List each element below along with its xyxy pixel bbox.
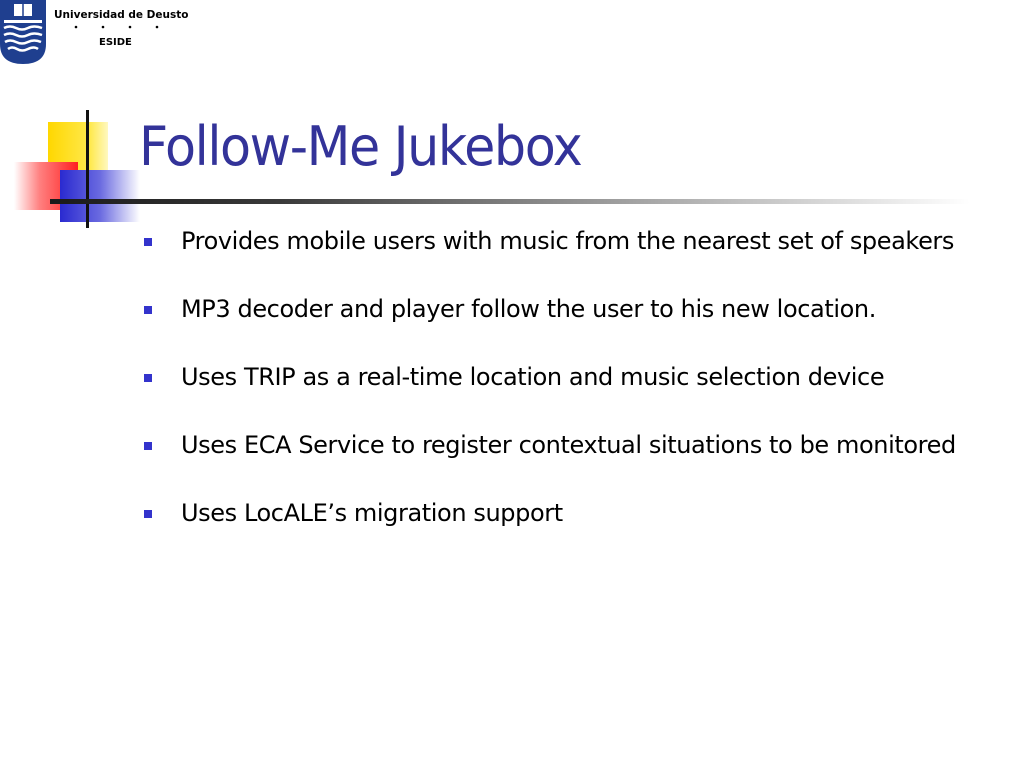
square-bullet-icon — [144, 306, 152, 314]
bullet-text: Uses TRIP as a real-time location and music selection device — [181, 363, 885, 391]
list-item — [144, 500, 964, 527]
university-name: Universidad de Deusto — [54, 9, 189, 21]
square-bullet-icon — [144, 238, 152, 246]
slide-title: Follow-Me Jukebox — [139, 115, 582, 178]
university-shield-icon — [0, 0, 46, 64]
bullet-text: MP3 decoder and player follow the user to his new location. — [181, 295, 876, 323]
list-item — [144, 296, 964, 323]
bullet-text: Uses ECA Service to register contextual situations to be monitored — [181, 431, 956, 459]
title-underline — [50, 199, 970, 204]
list-item — [144, 432, 964, 459]
header-dots-divider — [70, 24, 165, 30]
bullet-text: Uses LocALE’s migration support — [181, 499, 563, 527]
school-name: ESIDE — [99, 37, 132, 48]
list-item — [144, 228, 964, 255]
bullet-list — [144, 228, 964, 568]
square-bullet-icon — [144, 374, 152, 382]
square-bullet-icon — [144, 442, 152, 450]
bullet-text: Provides mobile users with music from the nearest set of speakers — [181, 227, 955, 255]
square-bullet-icon — [144, 510, 152, 518]
list-item — [144, 364, 964, 391]
